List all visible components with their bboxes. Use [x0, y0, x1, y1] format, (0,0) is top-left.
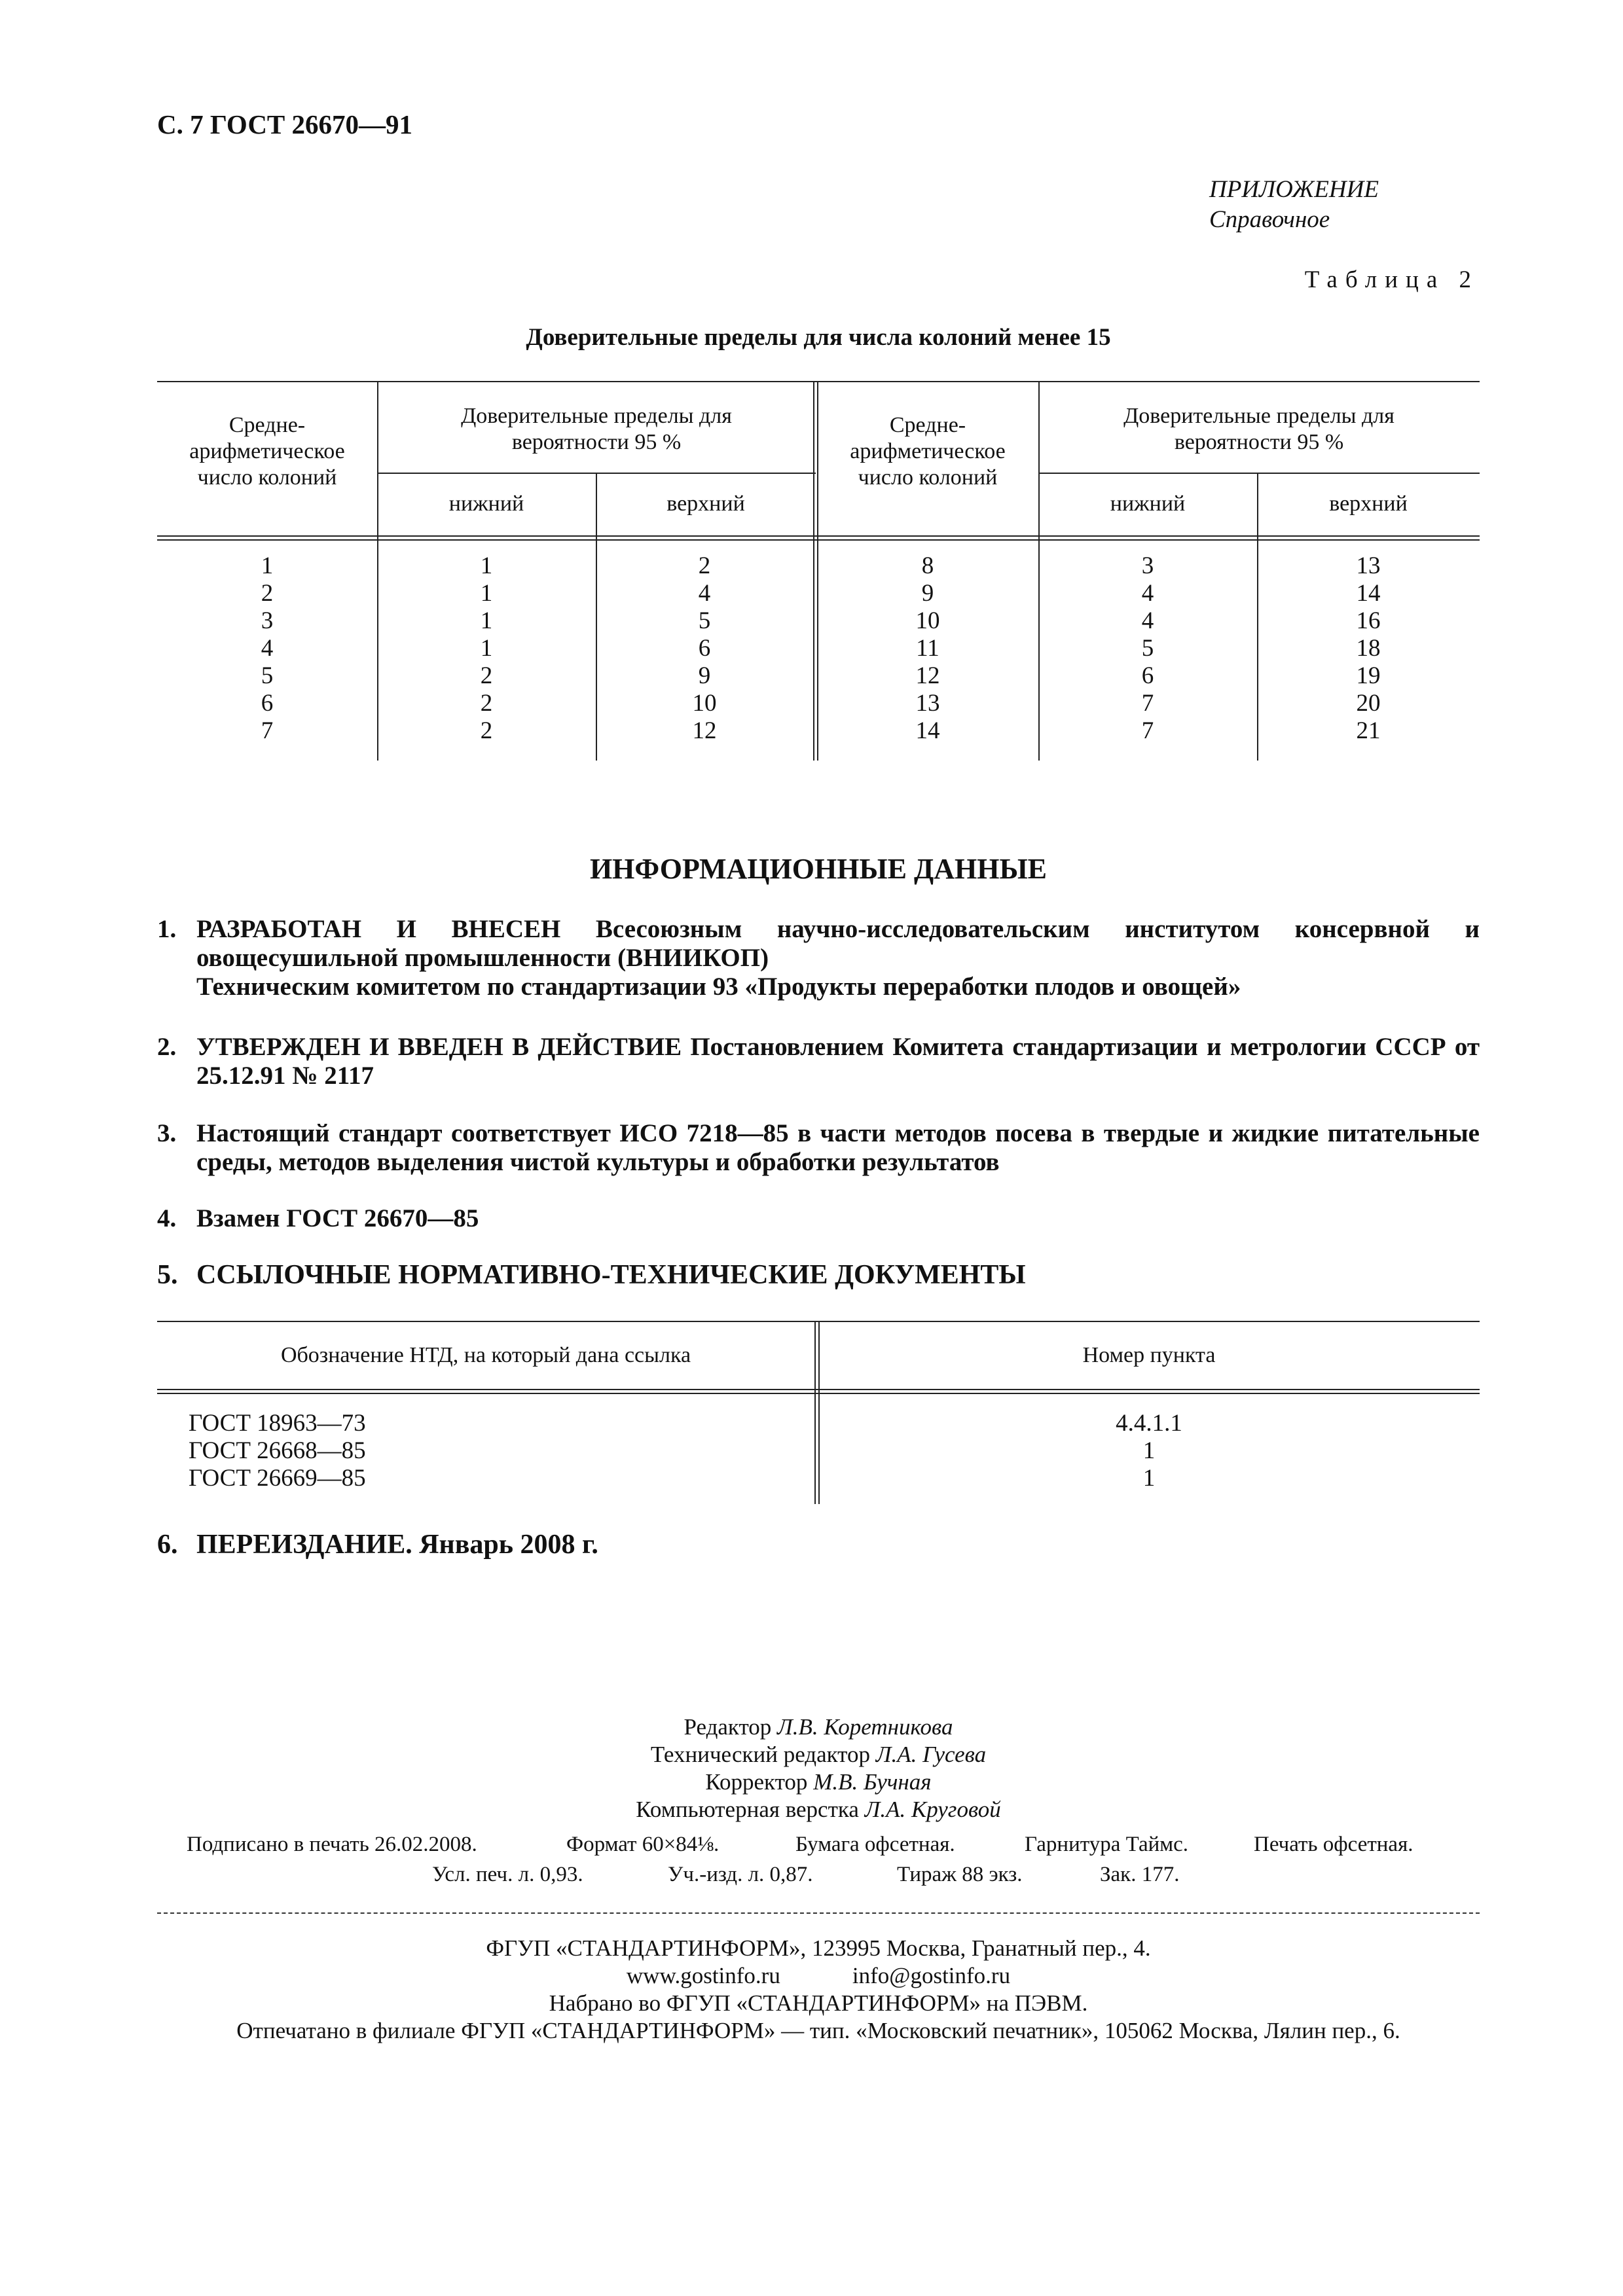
table-cell: 11 — [916, 635, 939, 662]
item-number: 1. — [157, 915, 177, 943]
item-text-continued: Техническим комитетом по стандартизации 93 «Продукты переработки плодов и овощей» — [196, 973, 1241, 1001]
reference-clause: 1 — [1142, 1437, 1156, 1464]
item-number: 5. — [157, 1260, 178, 1290]
table-cell: 6 — [698, 635, 711, 662]
table-cell: 14 — [915, 717, 940, 744]
table-cell: 14 — [1356, 580, 1381, 607]
info-item-5 — [157, 1261, 1480, 1289]
column-upper-limit — [596, 552, 813, 745]
table-cell: 13 — [915, 690, 940, 717]
info-item-6 — [157, 1530, 1480, 1559]
column-divider — [814, 1321, 816, 1504]
header-bottom-rule — [157, 535, 1480, 537]
table-label: Таблица 2 — [1304, 266, 1479, 293]
table-cell: 1 — [480, 607, 493, 634]
column-lower-limit — [377, 552, 596, 745]
publisher-website[interactable]: www.gostinfo.ru — [626, 1963, 780, 1988]
item-text: УТВЕРЖДЕН И ВВЕДЕН В ДЕЙСТВИЕ Постановлением Комитета стандартизации и метрологии СССР от 25.12.91 № 2117 — [196, 1033, 1480, 1090]
confidence-limits-table — [157, 381, 1480, 761]
header-mean-count: Средне- арифметическое число колоний — [189, 413, 345, 490]
column-mean-count — [817, 552, 1038, 745]
table-cell: 7 — [1141, 690, 1154, 717]
table-cell: 1 — [480, 552, 493, 579]
item-number: 4. — [157, 1204, 177, 1232]
table-cell: 4 — [1141, 580, 1154, 607]
reference-clause: 4.4.1.1 — [1116, 1410, 1182, 1437]
table-cell: 9 — [921, 580, 934, 607]
table-cell: 3 — [261, 607, 274, 634]
publisher-email[interactable]: info@gostinfo.ru — [852, 1963, 1011, 1988]
table-cell: 3 — [1141, 552, 1154, 579]
header-lower: нижний — [448, 492, 524, 516]
header-document: Обозначение НТД, на который дана ссылка — [280, 1343, 691, 1367]
header-confidence-limits: Доверительные пределы для вероятности 95 % — [461, 404, 732, 454]
item-text: ПЕРЕИЗДАНИЕ. Январь 2008 г. — [196, 1530, 598, 1560]
imprint-signed: Подписано в печать 26.02.2008. — [187, 1833, 477, 1856]
table-cell: 2 — [480, 690, 493, 717]
reference-document: ГОСТ 26668—85 — [189, 1437, 366, 1464]
table-cell: 1 — [480, 635, 493, 662]
imprint-sheets: Усл. печ. л. 0,93. — [432, 1863, 583, 1886]
credit-corrector: Корректор М.В. Бучная — [705, 1769, 932, 1795]
imprint-pub-sheets: Уч.-изд. л. 0,87. — [668, 1863, 813, 1886]
column-upper-limit — [1257, 552, 1480, 745]
table-cell: 4 — [261, 635, 274, 662]
imprint-typeface: Гарнитура Таймс. — [1025, 1833, 1189, 1856]
credit-tech-editor: Технический редактор Л.А. Гусева — [650, 1742, 987, 1767]
imprint-print: Печать офсетная. — [1254, 1833, 1413, 1856]
table-cell: 1 — [480, 580, 493, 607]
separator-rule — [157, 1912, 1480, 1914]
imprint-line-1 — [187, 1833, 1413, 1857]
reference-clause: 1 — [1142, 1465, 1156, 1492]
table-cell: 10 — [915, 607, 940, 634]
info-section-title: ИНФОРМАЦИОННЫЕ ДАННЫЕ — [589, 853, 1048, 885]
credit-editor: Редактор Л.В. Коретникова — [684, 1714, 953, 1740]
publisher-printed: Отпечатано в филиале ФГУП «СТАНДАРТИНФОРМ» — тип. «Московский печатник», 105062 Москва, Лялин пер., 6. — [236, 2018, 1400, 2043]
table-cell: 5 — [1141, 635, 1154, 662]
imprint-paper: Бумага офсетная. — [795, 1833, 955, 1856]
header-sub-rule — [1038, 473, 1480, 474]
item-text: РАЗРАБОТАН И ВНЕСЕН Всесоюзным научно-исследовательским институтом консервной и овощесушильной промышленности (ВНИИКОП) — [196, 915, 1480, 972]
item-text: Настоящий стандарт соответствует ИСО 7218—85 в части методов посева в твердые и жидкие питательные среды, методов выделения чистой культуры и обработки результатов — [196, 1119, 1480, 1176]
table-cell: 2 — [261, 580, 274, 607]
page-header: С. 7 ГОСТ 26670—91 — [157, 109, 413, 139]
table-cell: 6 — [1141, 662, 1154, 689]
publisher-contacts — [157, 1962, 1480, 1990]
table-cell: 2 — [480, 717, 493, 744]
table-cell: 1 — [261, 552, 274, 579]
imprint-format: Формат 60×84⅛. — [566, 1833, 720, 1856]
table-cell: 2 — [698, 552, 711, 579]
header-clause: Номер пункта — [1082, 1343, 1216, 1367]
column-lower-limit — [1038, 552, 1257, 745]
appendix-title: ПРИЛОЖЕНИЕ — [1209, 176, 1379, 203]
table-cell: 12 — [915, 662, 940, 689]
table-cell: 20 — [1356, 690, 1381, 717]
table-cell: 12 — [692, 717, 717, 744]
table-cell: 9 — [698, 662, 711, 689]
appendix-subtitle: Справочное — [1209, 206, 1330, 233]
table-cell: 5 — [261, 662, 274, 689]
item-text: Взамен ГОСТ 26670—85 — [196, 1204, 479, 1232]
table-cell: 13 — [1356, 552, 1381, 579]
imprint-order: Зак. 177. — [1100, 1863, 1180, 1886]
table-cell: 5 — [698, 607, 711, 634]
table-cell: 7 — [1141, 717, 1154, 744]
header-bottom-rule-double — [157, 539, 1480, 541]
table-cell: 7 — [261, 717, 274, 744]
publisher-address: ФГУП «СТАНДАРТИНФОРМ», 123995 Москва, Гранатный пер., 4. — [486, 1935, 1151, 1961]
table-cell: 21 — [1356, 717, 1381, 744]
imprint-line-2 — [432, 1863, 1179, 1887]
header-upper: верхний — [1329, 492, 1408, 516]
imprint-run: Тираж 88 экз. — [897, 1863, 1023, 1886]
credits — [157, 1713, 1480, 1823]
table-cell: 16 — [1356, 607, 1381, 634]
column-clauses — [818, 1410, 1480, 1492]
publisher-typeset: Набрано во ФГУП «СТАНДАРТИНФОРМ» на ПЭВМ. — [549, 1990, 1088, 2016]
info-item-4 — [157, 1204, 1480, 1233]
reference-document: ГОСТ 26669—85 — [189, 1465, 366, 1492]
table-cell: 19 — [1356, 662, 1381, 689]
header-confidence-limits: Доверительные пределы для вероятности 95 % — [1123, 404, 1395, 454]
table-cell: 6 — [261, 690, 274, 717]
info-item-1 — [157, 915, 1480, 1001]
table-cell: 4 — [1141, 607, 1154, 634]
header-lower: нижний — [1110, 492, 1186, 516]
header-upper: верхний — [666, 492, 745, 516]
item-number: 2. — [157, 1033, 177, 1061]
table-cell: 8 — [921, 552, 934, 579]
header-mean-count: Средне- арифметическое число колоний — [850, 413, 1006, 490]
item-number: 3. — [157, 1119, 177, 1147]
references-table — [157, 1321, 1480, 1504]
column-documents — [189, 1410, 366, 1492]
info-item-2 — [157, 1033, 1480, 1090]
table-caption: Доверительные пределы для числа колоний менее 15 — [526, 324, 1111, 351]
reference-document: ГОСТ 18963—73 — [189, 1410, 366, 1437]
table-cell: 10 — [692, 690, 717, 717]
column-mean-count — [157, 552, 377, 745]
table-cell: 2 — [480, 662, 493, 689]
table-top-rule — [157, 381, 1480, 382]
credit-layout: Компьютерная верстка Л.А. Круговой — [636, 1797, 1001, 1822]
item-number: 6. — [157, 1530, 178, 1560]
publisher-info — [157, 1935, 1480, 2045]
item-text: ССЫЛОЧНЫЕ НОРМАТИВНО-ТЕХНИЧЕСКИЕ ДОКУМЕНТЫ — [196, 1260, 1026, 1290]
table-cell: 4 — [698, 580, 711, 607]
table-cell: 18 — [1356, 635, 1381, 662]
info-item-3 — [157, 1119, 1480, 1177]
